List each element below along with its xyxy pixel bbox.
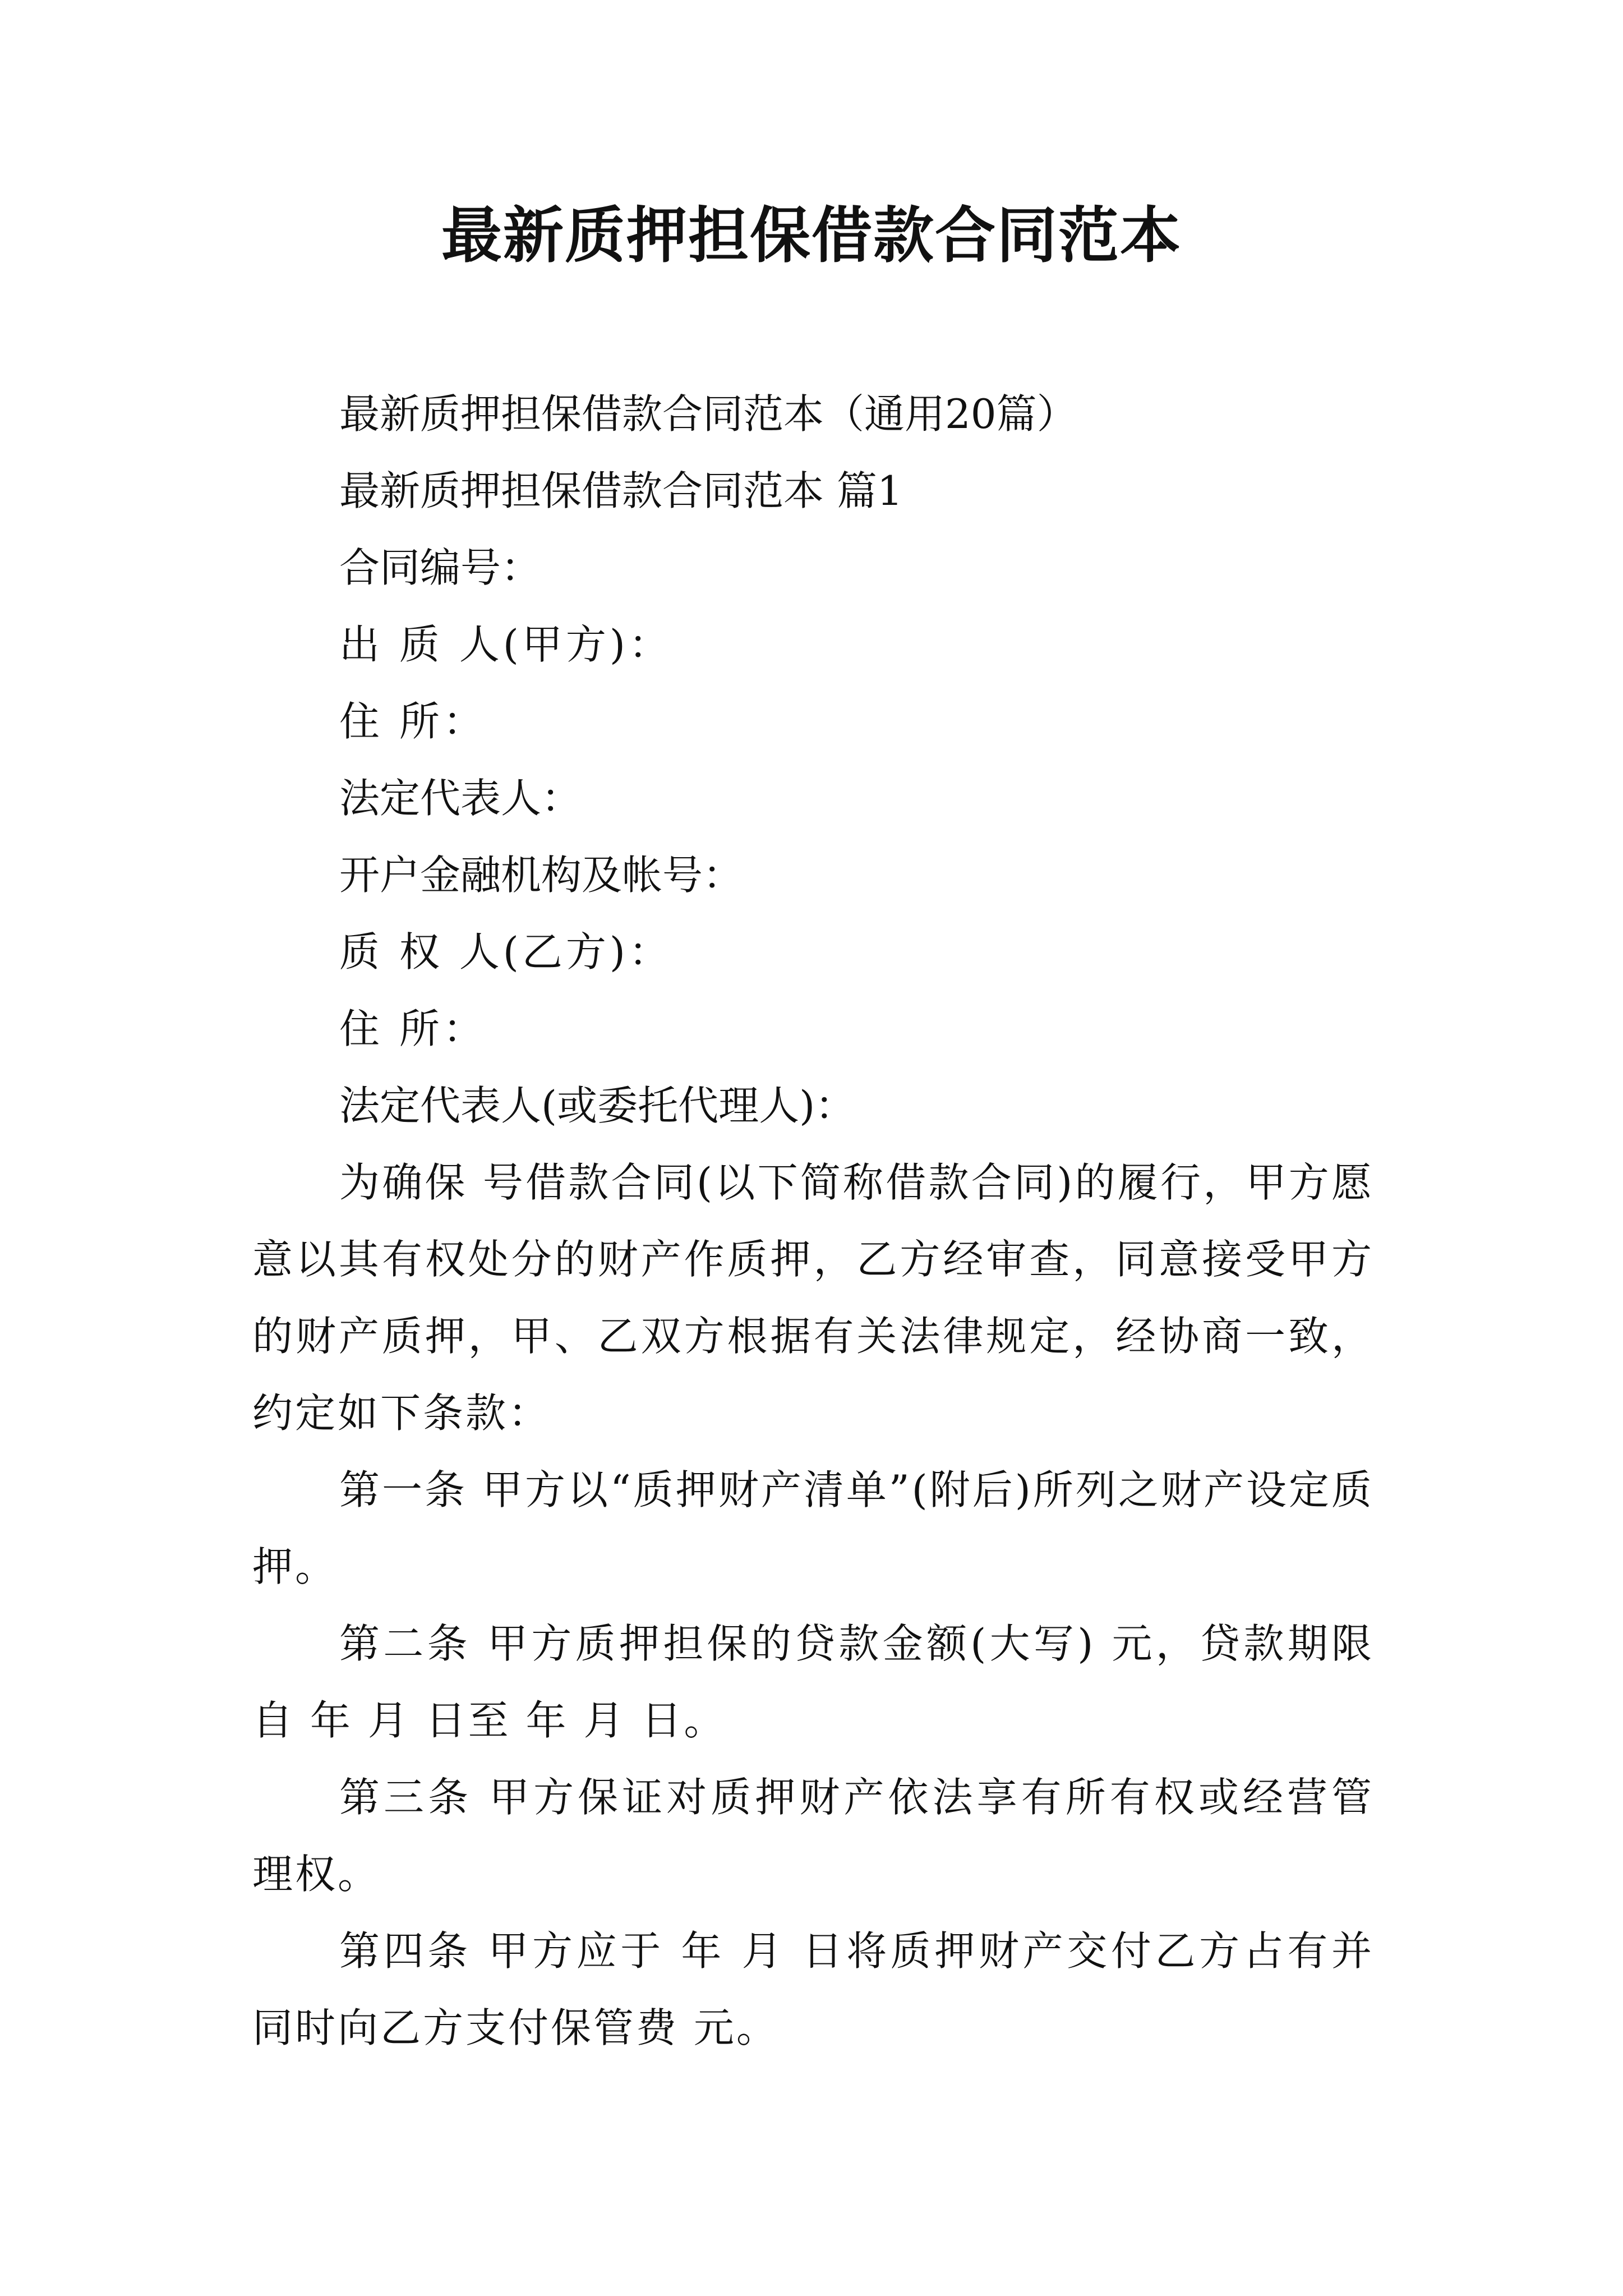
article-2-paragraph: 第二条 甲方质押担保的贷款金额(大写) 元，贷款期限自 年 月 日至 年 月 日。: [252, 1620, 1374, 1744]
article-3-paragraph: 第三条 甲方保证对质押财产依法享有所有权或经营管理权。: [252, 1774, 1374, 1898]
bank-account-field: 开户金融机构及帐号：: [339, 852, 744, 899]
pledgee-address-field: 住 所：: [339, 1005, 487, 1052]
document-title: 最新质押担保借款合同范本: [441, 200, 1182, 271]
article-4-paragraph: 第四条 甲方应于 年 月 日将质押财产交付乙方占有并同时向乙方支付保管费 元。: [252, 1927, 1374, 2051]
preamble-paragraph: 为确保 号借款合同(以下简称借款合同)的履行，甲方愿意以其有权处分的财产作质押，乙方经审查，同意接受甲方的财产质押，甲、乙双方根据有关法律规定，经协商一致，约定如下条款：: [252, 1159, 1374, 1437]
article-1-paragraph: 第一条 甲方以“质押财产清单”(附后)所列之财产设定质押。: [252, 1466, 1374, 1590]
pledgor-field: 出 质 人(甲方)：: [339, 621, 672, 668]
contract-number-field: 合同编号：: [339, 544, 542, 591]
pledgee-field: 质 权 人(乙方)：: [339, 928, 672, 976]
section-heading: 最新质押担保借款合同范本 篇1: [339, 467, 903, 514]
pledgee-legal-rep-field: 法定代表人(或委托代理人)：: [339, 1082, 856, 1129]
document-body: [252, 376, 1374, 2067]
pledgor-address-field: 住 所：: [339, 698, 487, 745]
subtitle-line: 最新质押担保借款合同范本（通用20篇）: [339, 390, 1077, 438]
pledgor-legal-rep-field: 法定代表人：: [339, 775, 582, 822]
